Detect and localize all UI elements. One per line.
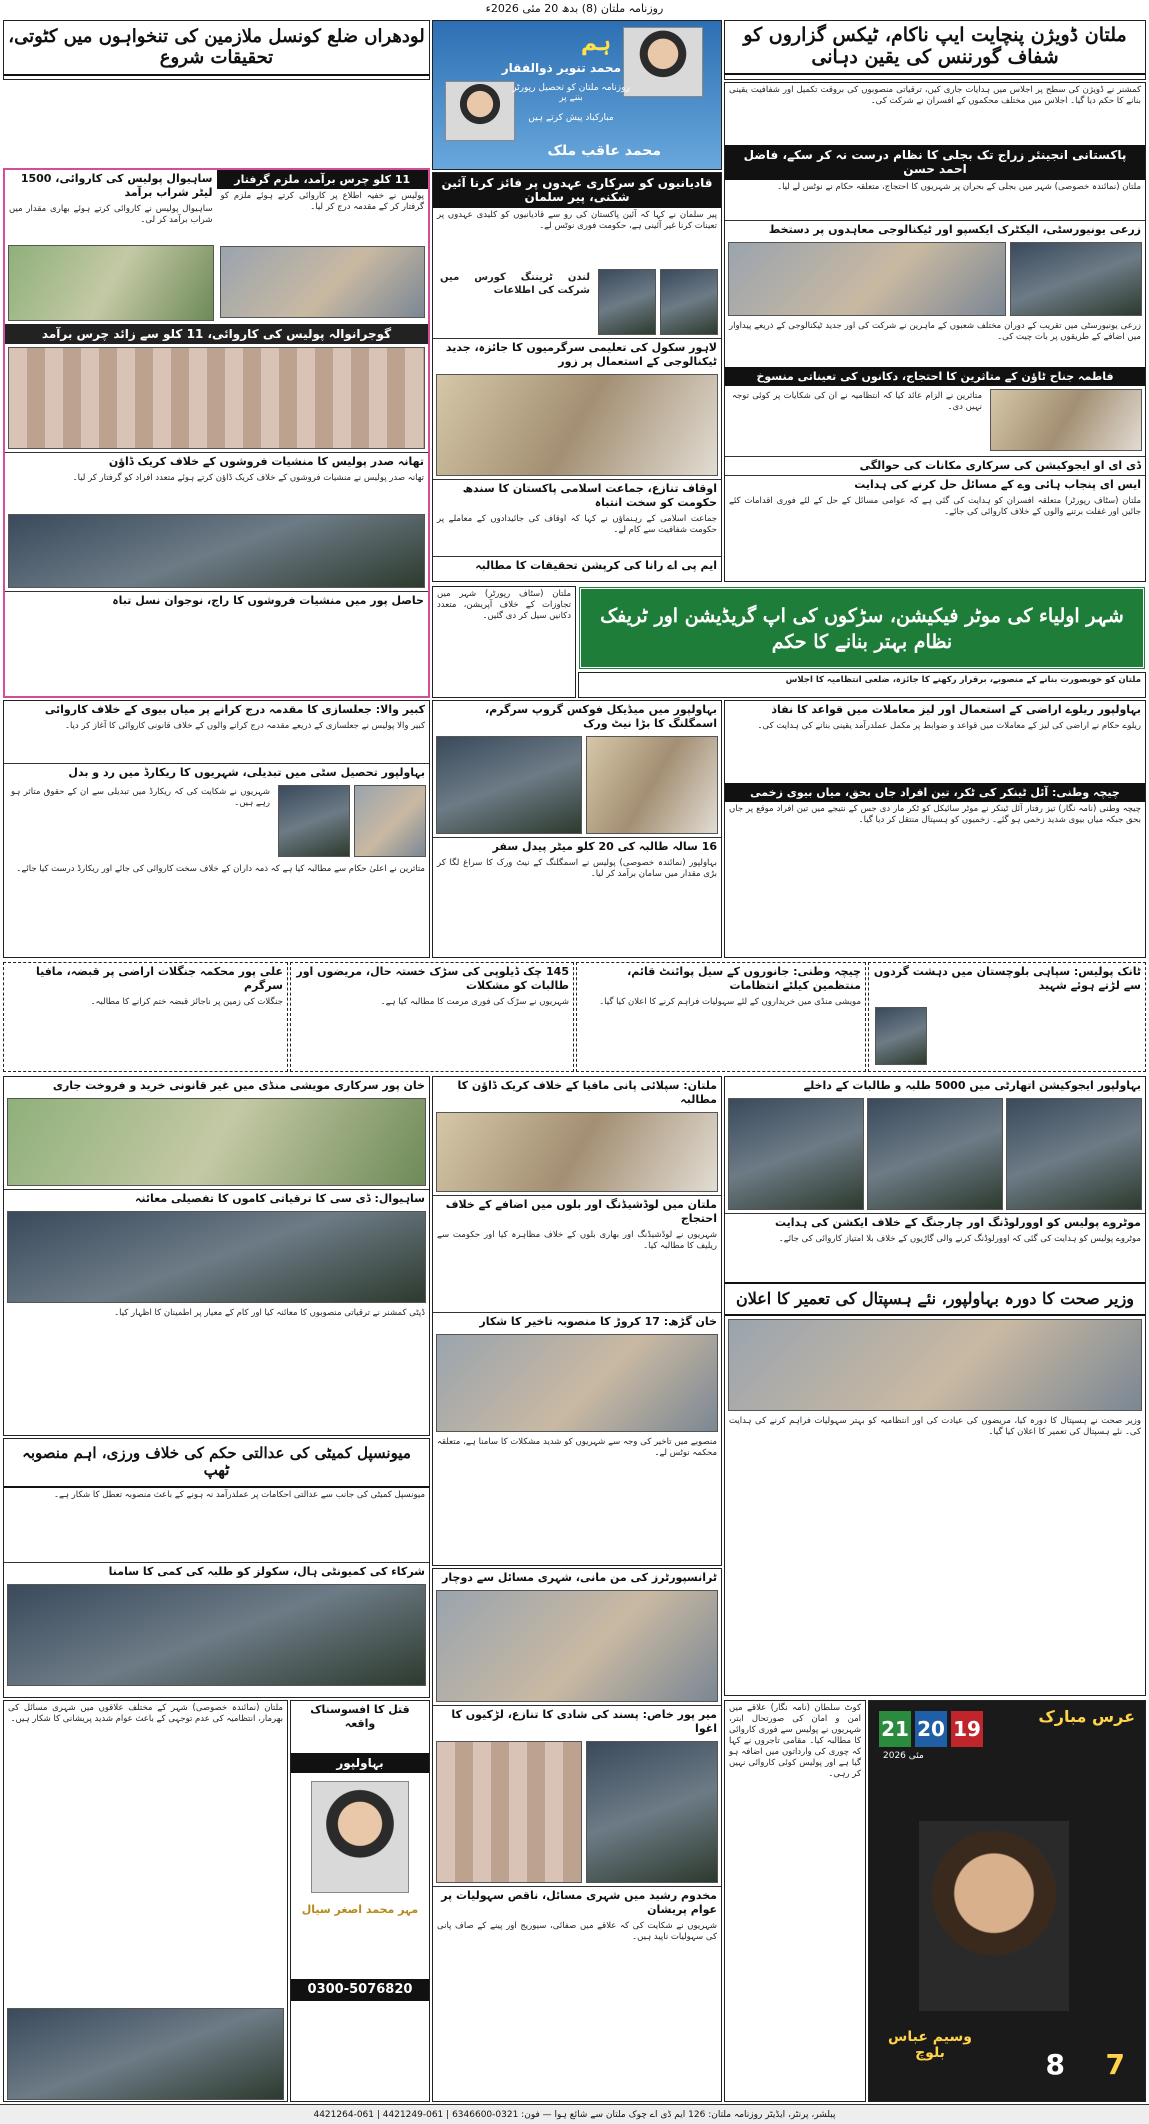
ad-name-1: محمد تنویر ذوالفقار — [501, 61, 621, 75]
lower-center-headline-3: خان گڑھ: 17 کروڑ کا منصوبہ تاخیر کا شکار — [433, 1312, 721, 1331]
center-photo-event — [436, 374, 718, 476]
row2-d — [3, 962, 288, 1072]
center-headline-4: ایم پی اے رانا کی کرپشن تحقیقات کا مطالبہ — [433, 556, 721, 575]
left-text-2: ساہیوال پولیس نے کاروائی کرتے ہوئے بھاری مقدار میں شراب برآمد کر لی۔ — [9, 204, 213, 225]
top-left-story — [3, 20, 430, 80]
center-headline-3: اوقاف تنازع، جماعت اسلامی پاکستان کا سندھ حکومت کو سخت انتباہ — [433, 479, 721, 512]
bottom-center-photo-blurred — [436, 1741, 582, 1883]
right-headline-1: پاکستانی انجینئر زراج تک بجلی کا نظام درست نہ کر سکے، فاضل احمد حسن — [725, 145, 1145, 180]
profile-name: مہر محمد اصغر سیال — [301, 1903, 419, 1917]
left-headline-2: گوجرانوالہ پولیس کی کاروائی، 11 کلو سے زائد چرس برآمد — [5, 324, 428, 344]
right-headline-2: زرعی یونیورسٹی، الیکٹرک ایکسپو اور ٹیکنالوجی معاہدوں پر دستخط — [725, 220, 1145, 239]
center-lower-text: ملتان (سٹاف رپورٹر) شہر میں تجاوزات کے خلاف آپریشن، متعدد دکانیں سیل کر دی گئیں۔ — [437, 589, 571, 621]
left-photo-suspects — [8, 347, 425, 449]
lower-right-block — [724, 1076, 1146, 1696]
event-days — [879, 1711, 983, 1747]
bottom-left-text: ملتان (نمائندہ خصوصی) شہر کے مختلف علاقوں میں شہری مسائل کی بھرمار، انتظامیہ کی عدم توجہی کے باعث عوام شدید پریشانی کا شکار ہیں۔ — [8, 1703, 283, 1724]
congrats-ad — [432, 20, 722, 170]
mid-right-headline-2: چیچہ وطنی: آئل ٹینکر کی ٹکر، تین افراد جاں بحق، میاں بیوی زخمی — [725, 783, 1145, 802]
row2-d-headline: علی پور محکمہ جنگلات اراضی پر قبضہ، مافیا سرگرم — [35, 965, 283, 992]
ad-greeting: ہم — [580, 31, 611, 56]
right-text-2: زرعی یونیورسٹی میں تقریب کے دوران مختلف شعبوں کے ماہرین نے شرکت کی اور جدید ٹیکنالوجی کے ذریعے پیداوار میں اضافے کے طریقوں پر بات چیت کی۔ — [729, 320, 1141, 342]
bottom-center-photo-1 — [436, 1590, 718, 1702]
left-headline-1: 11 کلو چرس برآمد، ملزم گرفتار — [217, 170, 429, 189]
right-headline-5: ایس ای پنجاب ہائی وے کے مسائل حل کرنے کی ہدایت — [725, 475, 1145, 494]
lower-left-photo-3 — [7, 1584, 426, 1686]
profile-photo — [311, 1781, 409, 1893]
main-green-banner: شہر اولیاء کی موٹر فیکیشن، سڑکوں کی اپ گریڈیشن اور ٹریفک نظام بہتر بنانے کا حکم — [578, 586, 1146, 670]
center-column — [432, 172, 722, 582]
lower-center-text-1: شہریوں نے لوڈشیڈنگ اور بھاری بلوں کے خلاف مظاہرہ کیا اور حکومت سے ریلیف کا مطالبہ کیا۔ — [437, 1230, 717, 1251]
mid-center-text: بہاولپور (نمائندہ خصوصی) پولیس نے اسمگلنگ کے نیٹ ورک کا سراغ لگا کر بڑی مقدار میں سامان برآمد کر لیا۔ — [437, 858, 717, 879]
left-photo-arrest — [8, 514, 425, 588]
profile-city: بہاولپور — [291, 1753, 429, 1773]
right-column — [724, 82, 1146, 582]
center-lower-block — [432, 586, 576, 698]
event-title: عرس مبارک — [1038, 1707, 1135, 1726]
bottom-right-text-block — [724, 1700, 866, 2102]
mid-center-headline-1: بہاولپور میں میڈیکل فوکس گروپ سرگرم، اسمگلنگ کا بڑا نیٹ ورک — [484, 703, 717, 730]
center-text-1: پیر سلمان نے کہا کہ آئین پاکستان کی رو سے قادیانیوں کو کلیدی عہدوں پر تعینات کرنا غیر آئینی ہے، حکومت فوری نوٹس لے۔ — [437, 209, 717, 231]
top-left-headline: لودھراں ضلع کونسل ملازمین کی تنخواہوں میں کٹوتی، تحقیقات شروع — [4, 21, 429, 76]
lower-left-text-2: میونسپل کمیٹی کی جانب سے عدالتی احکامات پر عملدرآمد نہ ہونے کے باعث منصوبہ تعطل کا شکار ہے۔ — [54, 1489, 425, 1500]
row2-c-headline: 145 چک ڈیلوپی کی سڑک خستہ حال، مریضوں اور طالبات کو مشکلات — [296, 965, 569, 992]
right-text-4: ملتان (سٹاف رپورٹر) متعلقہ افسران کو ہدایت کی گئی ہے کہ عوامی مسائل کے حل کے لئے فوری اقدامات کئے جائیں اور غفلت برتنے والوں کے خلاف کاروائی کی جائے۔ — [729, 495, 1141, 517]
right-text-3: متاثرین نے الزام عائد کیا کہ انتظامیہ نے ان کی شکایات پر کوئی توجہ نہیں دی۔ — [732, 390, 982, 412]
mid-right-block — [724, 700, 1146, 958]
top-right-story — [724, 20, 1146, 80]
left-text-1: پولیس نے خفیہ اطلاع پر کاروائی کرتے ہوئے ملزم کو گرفتار کر کے مقدمہ درج کر لیا۔ — [220, 191, 424, 213]
mid-right-headline-1: بہاولپور ریلوے اراضی کے استعمال اور لیز معاملات میں قواعد کا نفاذ — [771, 703, 1141, 716]
right-photo-1 — [1010, 242, 1142, 316]
bottom-center-headline-1: ٹرانسپورٹرز کی من مانی، شہری مسائل سے دوچار — [442, 1571, 717, 1584]
mid-center-photo-2 — [436, 736, 582, 834]
banner-strip-text: ملتان کو خوبصورت بنانے کے منصوبے، برقرار رکھنے کا جائزہ، ضلعی انتظامیہ کا اجلاس — [785, 675, 1141, 685]
bottom-left-photo — [7, 2008, 284, 2100]
lower-left-headline-4: شرکاء کی کمیونٹی ہال، سکولز کو طلبہ کی کمی کا سامنا — [4, 1562, 429, 1581]
bottom-profile-block — [290, 1700, 430, 2102]
bottom-center-headline-2: میر پور خاص: پسند کی شادی کا تنازع، لڑکیوں کا اغوا — [433, 1705, 721, 1738]
lower-left-block-2 — [3, 1438, 430, 1698]
center-headline-5: لندن ٹریننگ کورس میں شرکت کی اطلاعات — [440, 271, 590, 296]
event-portrait — [919, 1821, 1069, 2011]
top-right-headline: ملتان ڈویژن پنچایت ایپ ناکام، ٹیکس گزاروں کو شفاف گورننس کی یقین دہانی — [725, 21, 1145, 75]
bottom-center-headline-3: مخدوم رشید میں شہری مسائل، ناقص سہولیات پر عوام پریشان — [433, 1886, 721, 1919]
event-day-3: 21 — [879, 1711, 911, 1747]
row2-b-text: مویشی منڈی میں خریداروں کے لئے سہولیات فراہم کرنے کا اعلان کیا گیا۔ — [599, 997, 861, 1007]
right-photo-2 — [728, 242, 1006, 316]
row2-b — [576, 962, 866, 1072]
mid-center-photo-1 — [586, 736, 718, 834]
row2-c — [290, 962, 574, 1072]
ad-name-2: محمد عاقب ملک — [547, 143, 661, 159]
event-day-1: 19 — [951, 1711, 983, 1747]
mid-left-block — [3, 700, 430, 958]
right-headline-3: فاطمہ جناح ٹاؤن کے متاثرین کا احتجاج، دکانوں کی تعیناتی منسوخ — [725, 367, 1145, 386]
event-time: 7 — [1105, 2048, 1125, 2081]
left-text-3: تھانہ صدر پولیس نے منشیات فروشوں کے خلاف کریک ڈاؤن کرتے ہوئے متعدد افراد کو گرفتار کر لیا۔ — [72, 473, 424, 484]
lower-center-photo-1 — [436, 1112, 718, 1192]
mid-left-text-1: کبیر والا پولیس نے جعلسازی کے ذریعے مقدمہ درج کرانے والوں کے خلاف قانونی کاروائی کا آغاز کر دیا۔ — [64, 721, 425, 731]
bottom-left-photo-block — [3, 1700, 288, 2102]
event-poster — [868, 1700, 1146, 2102]
bottom-center-block — [432, 1568, 722, 2102]
row2-c-text: شہریوں نے سڑک کی فوری مرمت کا مطالبہ کیا ہے۔ — [380, 997, 569, 1007]
lower-right-headline-1: بہاولپور ایجوکیشن اتھارٹی میں 5000 طلبہ و طالبات کے داخلے — [803, 1079, 1141, 1092]
lower-right-photo-3 — [728, 1098, 864, 1210]
ad-portrait-1 — [623, 27, 703, 97]
bottom-center-text: شہریوں نے شکایت کی کہ علاقے میں صفائی، سیوریج اور پینے کے صاف پانی کی سہولیات ناپید ہیں۔ — [437, 1921, 717, 1942]
mid-left-headline-2: بہاولپور تحصیل سٹی میں تبدیلی، شہریوں کا ریکارڈ میں رد و بدل — [4, 763, 429, 782]
mid-left-photo-portrait — [278, 785, 350, 857]
ad-portrait-2 — [445, 81, 515, 141]
center-headline-2: لاہور سکول کی تعلیمی سرگرمیوں کا جائزہ، جدید ٹیکنالوجی کے استعمال پر زور — [433, 338, 721, 371]
event-speaker: وسیم عباس بلوچ — [888, 2029, 972, 2061]
bottom-mid-note: قتل کا افسوسناک واقعہ — [310, 1703, 410, 1730]
lower-left-text: ڈپٹی کمشنر نے ترقیاتی منصوبوں کا معائنہ کیا اور کام کے معیار پر اطمینان کا اظہار کیا۔ — [114, 1308, 425, 1318]
ad-line-2: مبارکباد پیش کرتے ہیں — [528, 113, 614, 123]
banner-text-strip — [578, 672, 1146, 698]
lower-left-headline-2: ساہیوال: ڈی سی کا ترقیاتی کاموں کا تفصیلی معائنہ — [4, 1189, 429, 1208]
lower-left-block — [3, 1076, 430, 1436]
left-photo-docs — [220, 246, 426, 318]
row2-d-text: جنگلات کی زمین پر ناجائز قبضہ ختم کرانے کا مطالبہ۔ — [90, 997, 283, 1007]
mid-left-text-3: متاثرین نے اعلیٰ حکام سے مطالبہ کیا ہے کہ ذمہ داران کے خلاف سخت کاروائی کی جائے اور ریکارڈ درست کیا جائے۔ — [16, 864, 425, 874]
center-photo-portrait-1 — [660, 269, 718, 335]
bottom-right-text: کوٹ سلطان (نامہ نگار) علاقے میں امن و امان کی صورتحال ابتر، شہریوں نے پولیس سے فوری کاروائی کا مطالبہ کیا۔ مقامی تاجروں نے کہا کہ چوری کی وارداتوں میں اضافہ ہو گیا ہے اور پولیس کوئی کاروائی نہیں کر رہی۔ — [729, 1703, 861, 1779]
center-text-2: جماعت اسلامی کے رہنماؤں نے کہا کہ اوقاف کی جائیدادوں کے معاملے پر حکومت شفافیت سے کام لے۔ — [437, 513, 717, 535]
mid-center-block — [432, 700, 722, 958]
event-time-2: 8 — [1045, 2048, 1065, 2081]
lower-center-block — [432, 1076, 722, 1566]
lower-center-headline-1: ملتان: سپلائی پانی مافیا کے خلاف کریک ڈاؤن کا مطالبہ — [457, 1079, 717, 1106]
imprint-footer: پبلشر، پرنٹر، ایڈیٹر روزنامہ ملتان: 126 ایم ڈی اے چوک ملتان سے شائع ہوا — فون: 0321-6346600 | 061-4421249 | 061-4421264 — [0, 2104, 1149, 2124]
mid-left-headline-1: کبیر والا: جعلسازی کا مقدمہ درج کرانے پر میاں بیوی کے خلاف کاروائی — [44, 703, 425, 716]
left-crime-box — [3, 168, 430, 698]
right-text-1: ملتان (نمائندہ خصوصی) شہر میں بجلی کے بحران پر شہریوں کا احتجاج، متعلقہ حکام نے نوٹس لے لیا۔ — [777, 181, 1141, 192]
lower-center-text-2: منصوبے میں تاخیر کی وجہ سے شہریوں کو شدید مشکلات کا سامنا ہے، متعلقہ محکمہ نوٹس لے۔ — [437, 1437, 717, 1458]
mid-right-text-1: ریلوے حکام نے اراضی کی لیز کے معاملات میں قواعد و ضوابط پر مکمل عملدرآمد یقینی بنانے کی ہدایت کی۔ — [757, 721, 1141, 731]
left-photo-liquor — [8, 245, 214, 321]
event-day-2: 20 — [915, 1711, 947, 1747]
dateline: روزنامہ ملتان (8) بدھ 20 مئی 2026ء — [485, 2, 664, 15]
lower-right-photo-2 — [867, 1098, 1003, 1210]
right-photo-3 — [990, 389, 1142, 451]
lower-right-text-1: موٹروے پولیس کو ہدایت کی گئی کہ اوورلوڈنگ کرنے والی گاڑیوں کے خلاف بلا امتیاز کاروائی کی جائے۔ — [778, 1234, 1141, 1244]
ad-line-1: روزنامہ ملتان کو تحصیل رپورٹر بننے پر — [512, 83, 630, 103]
left-headline-4: تھانہ صدر پولیس کا منشیات فروشوں کے خلاف کریک ڈاؤن — [5, 452, 428, 471]
mid-center-headline-2: 16 سالہ طالبہ کی 20 کلو میٹر پیدل سفر — [433, 837, 721, 856]
lower-right-headline-2: موٹروے پولیس کو اوورلوڈنگ اور چارجنگ کے خلاف ایکشن کی ہدایت — [725, 1213, 1145, 1232]
lower-left-photo-1 — [7, 1098, 426, 1186]
event-days-label: مئی 2026 — [883, 1751, 924, 1761]
lower-right-photo-4 — [728, 1319, 1142, 1411]
lower-center-headline-2: ملتان میں لوڈشیڈنگ اور بلوں میں اضافے کے خلاف احتجاج — [433, 1195, 721, 1228]
row2-a — [868, 962, 1146, 1072]
row2-a-headline: ٹانک پولیس: سپاہی بلوچستان میں دہشت گردوں سے لڑتے ہوئے شہید — [873, 965, 1141, 992]
lower-center-photo-2 — [436, 1334, 718, 1432]
right-lead-text: کمشنر نے ڈویژن کی سطح پر اجلاس میں ہدایات جاری کیں، ترقیاتی منصوبوں کی بروقت تکمیل اور شفافیت یقینی بنانے کا حکم دیا گیا۔ اجلاس میں مختلف محکموں کے افسران نے شرکت کی۔ — [729, 85, 1141, 106]
lower-left-headline-3: میونسپل کمیٹی کی عدالتی حکم کی خلاف ورزی، اہم منصوبہ ٹھپ — [4, 1439, 429, 1488]
lower-right-text-2: وزیر صحت نے ہسپتال کا دورہ کیا، مریضوں کی عیادت کی اور انتظامیہ کو بہتر سہولیات فراہم کرنے کی ہدایت کی۔ نئے ہسپتال کی تعمیر کا اعلان کیا گیا۔ — [729, 1416, 1141, 1438]
center-photo-portrait-2 — [598, 269, 656, 335]
center-headline-1: قادیانیوں کو سرکاری عہدوں پر فائز کرنا آئین شکنی، پیر سلمان — [433, 173, 721, 208]
row2-b-headline: چیچہ وطنی: جانوروں کے سیل پوائنٹ قائم، منتظمین کیلئے انتظامات — [627, 965, 861, 992]
bottom-center-photo-officer — [586, 1741, 718, 1883]
lower-right-photo-1 — [1006, 1098, 1142, 1210]
profile-phone: 0300-5076820 — [291, 1979, 429, 2001]
mid-left-photo-doc — [354, 785, 426, 857]
left-headline-3: ساہیوال پولیس کی کاروائی، 1500 لیٹر شراب برآمد — [20, 172, 213, 199]
left-headline-5: حاصل پور میں منشیات فروشوں کا راج، نوجوان نسل تباہ — [5, 591, 428, 610]
row2-a-photo — [875, 1007, 927, 1065]
right-headline-4: ڈی ای او ایجوکیشن کی سرکاری مکانات کی حوالگی — [725, 456, 1145, 475]
lower-left-headline-1: خان پور سرکاری مویشی منڈی میں غیر قانونی خرید و فروخت جاری — [52, 1079, 425, 1092]
lower-left-photo-2 — [7, 1211, 426, 1303]
mid-left-text-2: شہریوں نے شکایت کی کہ ریکارڈ میں تبدیلی سے ان کے حقوق متاثر ہو رہے ہیں۔ — [11, 787, 270, 808]
mid-right-text-2: چیچہ وطنی (نامہ نگار) تیز رفتار آئل ٹینکر نے موٹر سائیکل کو ٹکر مار دی جس کے نتیجے میں تین افراد موقع پر جاں بحق جبکہ میاں بیوی شدید زخمی ہو گئے۔ زخمیوں کو ہسپتال منتقل کر دیا گیا۔ — [729, 804, 1141, 826]
lower-right-headline-3: وزیر صحت کا دورہ بہاولپور، نئے ہسپتال کی تعمیر کا اعلان — [725, 1282, 1145, 1316]
